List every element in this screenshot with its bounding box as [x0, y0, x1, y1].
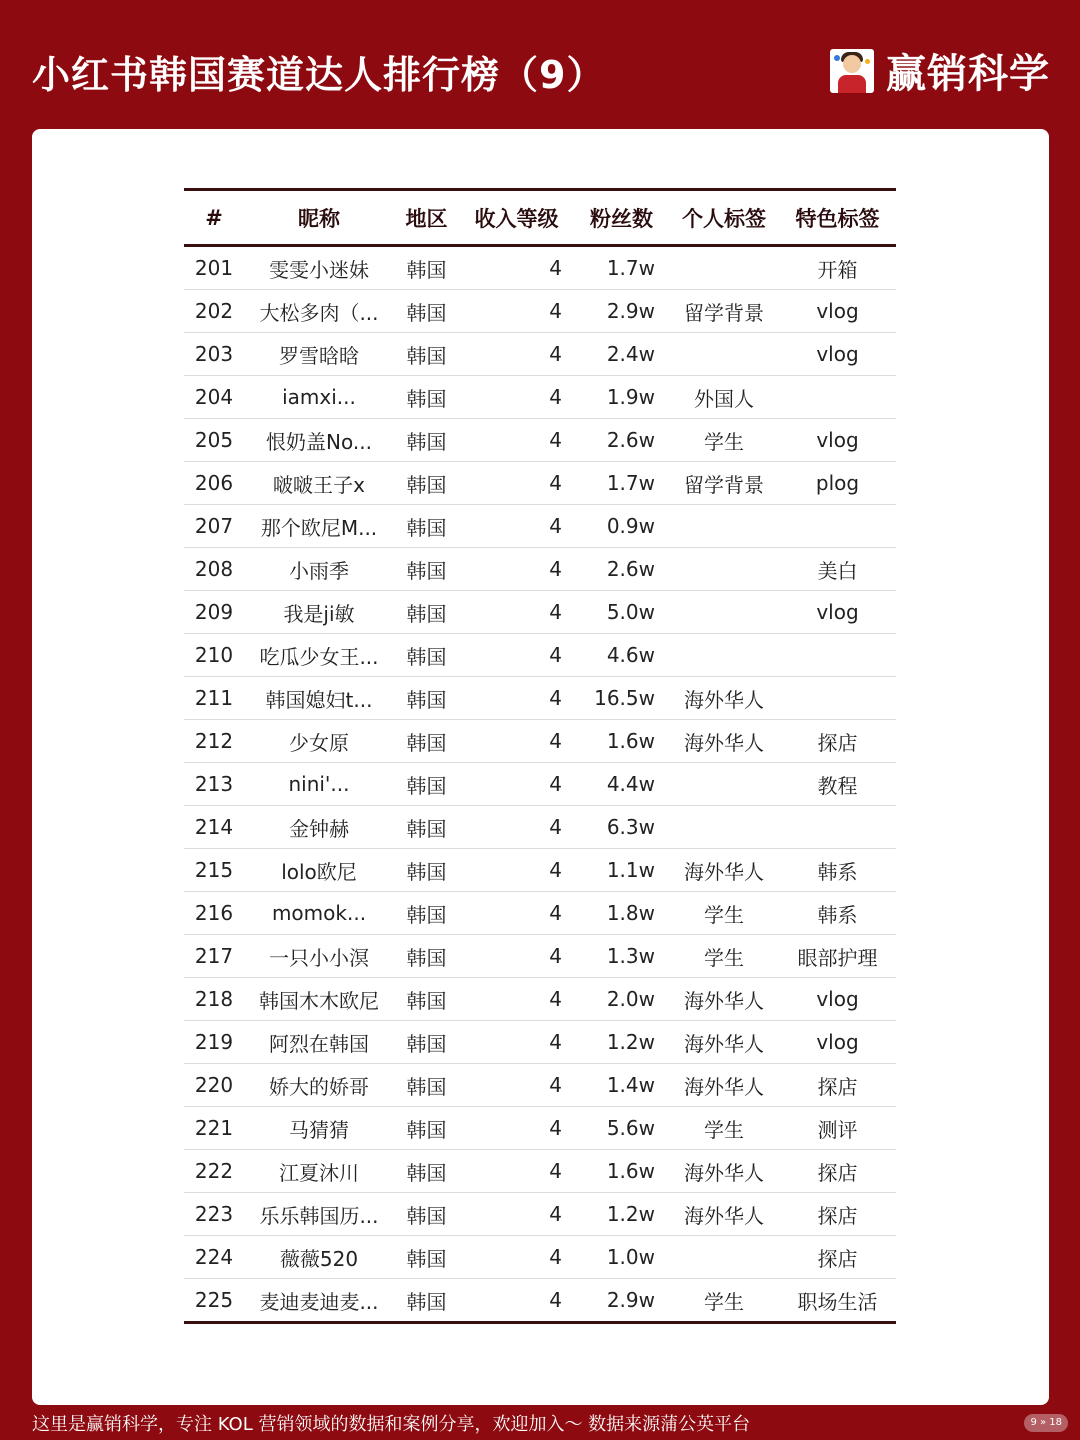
page-indicator: 9 » 18: [1024, 1414, 1068, 1432]
table-row: [184, 892, 896, 935]
cell-rank: 221: [184, 1107, 244, 1150]
cell-name: 吃瓜少女王...: [244, 634, 394, 677]
cell-personal-tag: 海外华人: [669, 677, 779, 720]
cell-feature-tag: 测评: [779, 1107, 896, 1150]
cell-feature-tag: 美白: [779, 548, 896, 591]
cell-fans: 1.7w: [574, 462, 669, 505]
cell-personal-tag: 留学背景: [669, 290, 779, 333]
cell-region: 韩国: [394, 978, 459, 1021]
cell-rank: 208: [184, 548, 244, 591]
cell-rank: 205: [184, 419, 244, 462]
column-header-fans: 粉丝数: [574, 190, 669, 246]
cell-fans: 1.2w: [574, 1021, 669, 1064]
cell-income: 4: [459, 1021, 574, 1064]
cell-personal-tag: 海外华人: [669, 1021, 779, 1064]
column-header-region: 地区: [394, 190, 459, 246]
cell-feature-tag: [779, 806, 896, 849]
table-row: [184, 290, 896, 333]
cell-name: 啵啵王子x: [244, 462, 394, 505]
cell-feature-tag: [779, 505, 896, 548]
cell-personal-tag: [669, 333, 779, 376]
cell-region: 韩国: [394, 763, 459, 806]
cell-personal-tag: 学生: [669, 1107, 779, 1150]
cell-fans: 2.6w: [574, 419, 669, 462]
cell-personal-tag: [669, 591, 779, 634]
cell-feature-tag: 探店: [779, 720, 896, 763]
cell-personal-tag: 学生: [669, 419, 779, 462]
column-header-name: 昵称: [244, 190, 394, 246]
cell-income: 4: [459, 591, 574, 634]
cell-fans: 1.1w: [574, 849, 669, 892]
ranking-table: [184, 188, 896, 1324]
cell-fans: 16.5w: [574, 677, 669, 720]
cell-name: momok...: [244, 892, 394, 935]
table-row: [184, 935, 896, 978]
table-row: [184, 333, 896, 376]
cell-region: 韩国: [394, 677, 459, 720]
cell-name: 麦迪麦迪麦...: [259, 1289, 379, 1314]
cell-personal-tag: [669, 806, 779, 849]
table-row: [184, 419, 896, 462]
cell-fans: 2.0w: [574, 978, 669, 1021]
cell-rank: 210: [184, 634, 244, 677]
cell-income: 4: [459, 634, 574, 677]
cell-income: 4: [459, 849, 574, 892]
table-body: [184, 246, 896, 1323]
cell-feature-tag: [779, 634, 896, 677]
table-row: [184, 1279, 896, 1323]
cell-region: 韩国: [394, 419, 459, 462]
cell-fans: 1.0w: [574, 1236, 669, 1279]
cell-name: 韩国媳妇t...: [244, 677, 394, 720]
cell-feature-tag: vlog: [779, 333, 896, 376]
cell-fans: 1.9w: [574, 376, 669, 419]
table-row: [184, 462, 896, 505]
column-header-rank: #: [184, 190, 244, 246]
cell-feature-tag: plog: [779, 462, 896, 505]
cell-personal-tag: 外国人: [669, 376, 779, 419]
cell-region: 韩国: [394, 935, 459, 978]
cell-income: 4: [459, 935, 574, 978]
cell-feature-tag: vlog: [779, 419, 896, 462]
cell-fans: 5.0w: [574, 591, 669, 634]
cell-feature-tag: 探店: [779, 1064, 896, 1107]
table-row: [184, 978, 896, 1021]
cell-region: 韩国: [394, 246, 459, 290]
cell-name: 一只小小溟: [244, 935, 394, 978]
cell-name: 大松多肉（...: [244, 290, 394, 333]
cell-income: 4: [459, 333, 574, 376]
cell-personal-tag: 海外华人: [669, 1064, 779, 1107]
cell-rank: 223: [184, 1193, 244, 1236]
cell-name: 江夏沐川: [244, 1150, 394, 1193]
cell-rank: 216: [184, 892, 244, 935]
cell-fans: 4.6w: [574, 634, 669, 677]
cell-personal-tag: 海外华人: [669, 978, 779, 1021]
cell-personal-tag: 学生: [669, 892, 779, 935]
footer-text: 这里是赢销科学，专注 KOL 营销领域的数据和案例分享，欢迎加入～ 数据来源蒲公英平台: [32, 1414, 751, 1435]
cell-region: 韩国: [394, 290, 459, 333]
page-title: 小红书韩国赛道达人排行榜（9）: [32, 53, 606, 97]
cell-income: 4: [459, 1193, 574, 1236]
cell-name: nini'...: [244, 763, 394, 806]
cell-income: 4: [459, 1064, 574, 1107]
cell-region: 韩国: [394, 849, 459, 892]
cell-rank: 201: [184, 246, 244, 290]
cell-personal-tag: [669, 1236, 779, 1279]
cell-rank: 212: [184, 720, 244, 763]
cell-income: 4: [459, 892, 574, 935]
cell-fans: 2.9w: [606, 1288, 655, 1312]
cell-income: 4: [459, 806, 574, 849]
cell-region: 韩国: [394, 1193, 459, 1236]
cell-income: 4: [459, 548, 574, 591]
table-row: [184, 1064, 896, 1107]
table-row: [184, 1021, 896, 1064]
cell-personal-tag: 学生: [704, 1289, 744, 1314]
cell-income: 4: [549, 1288, 562, 1312]
cell-name: 薇薇520: [244, 1236, 394, 1279]
cell-fans: 1.6w: [574, 720, 669, 763]
cell-fans: 1.8w: [574, 892, 669, 935]
cell-income: 4: [459, 419, 574, 462]
cell-name: 乐乐韩国历...: [244, 1193, 394, 1236]
table-row: [184, 548, 896, 591]
cell-region: 韩国: [394, 333, 459, 376]
cell-name: 金钟赫: [244, 806, 394, 849]
cell-rank: 222: [184, 1150, 244, 1193]
cell-rank: 218: [184, 978, 244, 1021]
cell-feature-tag: [779, 376, 896, 419]
cell-fans: 2.6w: [574, 548, 669, 591]
brand: [830, 42, 1050, 99]
table-row: [184, 763, 896, 806]
cell-feature-tag: 韩系: [779, 892, 896, 935]
cell-name: 马猜猜: [244, 1107, 394, 1150]
cell-name: 小雨季: [244, 548, 394, 591]
cell-name: 娇大的娇哥: [244, 1064, 394, 1107]
table-row: [184, 246, 896, 290]
cell-name: 阿烈在韩国: [244, 1021, 394, 1064]
cell-feature-tag: vlog: [779, 290, 896, 333]
cell-rank: 204: [184, 376, 244, 419]
cell-rank: 213: [184, 763, 244, 806]
cell-income: 4: [459, 376, 574, 419]
cell-region: 韩国: [394, 1064, 459, 1107]
cell-rank: 202: [184, 290, 244, 333]
table-row: [184, 849, 896, 892]
cell-feature-tag: 教程: [779, 763, 896, 806]
cell-name: 雯雯小迷妹: [244, 246, 394, 290]
cell-region: 韩国: [394, 634, 459, 677]
cell-personal-tag: [669, 763, 779, 806]
cell-rank: 203: [184, 333, 244, 376]
cell-rank: 209: [184, 591, 244, 634]
cell-name: 韩国木木欧尼: [244, 978, 394, 1021]
cell-feature-tag: 职场生活: [797, 1289, 878, 1314]
cell-income: 4: [459, 1107, 574, 1150]
cell-income: 4: [459, 462, 574, 505]
cell-personal-tag: 海外华人: [669, 849, 779, 892]
cell-name: 那个欧尼M...: [244, 505, 394, 548]
brand-name: 赢销科学: [886, 51, 1050, 97]
cell-personal-tag: [669, 246, 779, 290]
cell-name: 少女原: [244, 720, 394, 763]
cell-feature-tag: vlog: [779, 591, 896, 634]
table-row: [184, 376, 896, 419]
cell-feature-tag: 探店: [779, 1193, 896, 1236]
cell-personal-tag: [669, 548, 779, 591]
cell-rank: 219: [184, 1021, 244, 1064]
cell-feature-tag: 眼部护理: [779, 935, 896, 978]
table-row: [184, 634, 896, 677]
cell-feature-tag: 开箱: [779, 246, 896, 290]
column-header-personal-tag: 个人标签: [669, 190, 779, 246]
cell-fans: 6.3w: [574, 806, 669, 849]
cell-fans: 4.4w: [574, 763, 669, 806]
cell-fans: 2.4w: [574, 333, 669, 376]
cell-rank: 220: [184, 1064, 244, 1107]
column-header-income: 收入等级: [459, 190, 574, 246]
cell-name: 我是ji敏: [244, 591, 394, 634]
cell-income: 4: [459, 290, 574, 333]
table-row: [184, 591, 896, 634]
cell-rank: 224: [184, 1236, 244, 1279]
content-card: [32, 129, 1049, 1405]
cell-feature-tag: 韩系: [779, 849, 896, 892]
table-row: [184, 1236, 896, 1279]
cell-region: 韩国: [394, 1150, 459, 1193]
cell-rank: 217: [184, 935, 244, 978]
cell-fans: 5.6w: [574, 1107, 669, 1150]
cell-income: 4: [459, 1236, 574, 1279]
table-row: [184, 1107, 896, 1150]
cell-rank: 225: [194, 1288, 234, 1312]
cell-region: 韩国: [394, 462, 459, 505]
cell-income: 4: [459, 505, 574, 548]
cell-fans: 1.6w: [574, 1150, 669, 1193]
table-row: [184, 505, 896, 548]
cell-name: 罗雪晗晗: [244, 333, 394, 376]
cell-region: 韩国: [394, 376, 459, 419]
cell-personal-tag: 留学背景: [669, 462, 779, 505]
brand-avatar-icon: [830, 49, 874, 93]
table-row: [184, 1193, 896, 1236]
cell-income: 4: [459, 763, 574, 806]
cell-fans: 1.4w: [574, 1064, 669, 1107]
cell-personal-tag: 海外华人: [669, 1150, 779, 1193]
cell-personal-tag: [669, 634, 779, 677]
cell-fans: 1.2w: [574, 1193, 669, 1236]
cell-region: 韩国: [394, 591, 459, 634]
cell-name: lolo欧尼: [244, 849, 394, 892]
cell-income: 4: [459, 677, 574, 720]
cell-feature-tag: vlog: [779, 1021, 896, 1064]
cell-fans: 2.9w: [574, 290, 669, 333]
cell-rank: 215: [184, 849, 244, 892]
cell-region: 韩国: [394, 1107, 459, 1150]
cell-rank: 214: [184, 806, 244, 849]
table-row: [184, 806, 896, 849]
cell-income: 4: [459, 720, 574, 763]
cell-rank: 207: [184, 505, 244, 548]
cell-rank: 206: [184, 462, 244, 505]
cell-fans: 1.7w: [574, 246, 669, 290]
cell-personal-tag: 海外华人: [669, 720, 779, 763]
cell-name: 恨奶盖No...: [244, 419, 394, 462]
cell-fans: 0.9w: [574, 505, 669, 548]
cell-income: 4: [459, 1150, 574, 1193]
cell-feature-tag: 探店: [779, 1150, 896, 1193]
cell-region: 韩国: [394, 1021, 459, 1064]
cell-personal-tag: 海外华人: [669, 1193, 779, 1236]
column-header-feature-tag: 特色标签: [779, 190, 896, 246]
table-row: [184, 720, 896, 763]
cell-feature-tag: 探店: [779, 1236, 896, 1279]
cell-name: iamxi...: [244, 376, 394, 419]
cell-personal-tag: [669, 505, 779, 548]
table-header-row: [184, 190, 896, 246]
cell-region: 韩国: [394, 1236, 459, 1279]
cell-fans: 1.3w: [574, 935, 669, 978]
cell-rank: 211: [184, 677, 244, 720]
cell-region: 韩国: [394, 806, 459, 849]
cell-income: 4: [459, 246, 574, 290]
cell-income: 4: [459, 978, 574, 1021]
cell-region: 韩国: [394, 505, 459, 548]
table-row: [184, 1150, 896, 1193]
cell-region: 韩国: [394, 720, 459, 763]
cell-feature-tag: vlog: [779, 978, 896, 1021]
table-row: [184, 677, 896, 720]
cell-region: 韩国: [394, 548, 459, 591]
cell-feature-tag: [779, 677, 896, 720]
cell-personal-tag: 学生: [669, 935, 779, 978]
cell-region: 韩国: [406, 1289, 447, 1314]
cell-region: 韩国: [394, 892, 459, 935]
